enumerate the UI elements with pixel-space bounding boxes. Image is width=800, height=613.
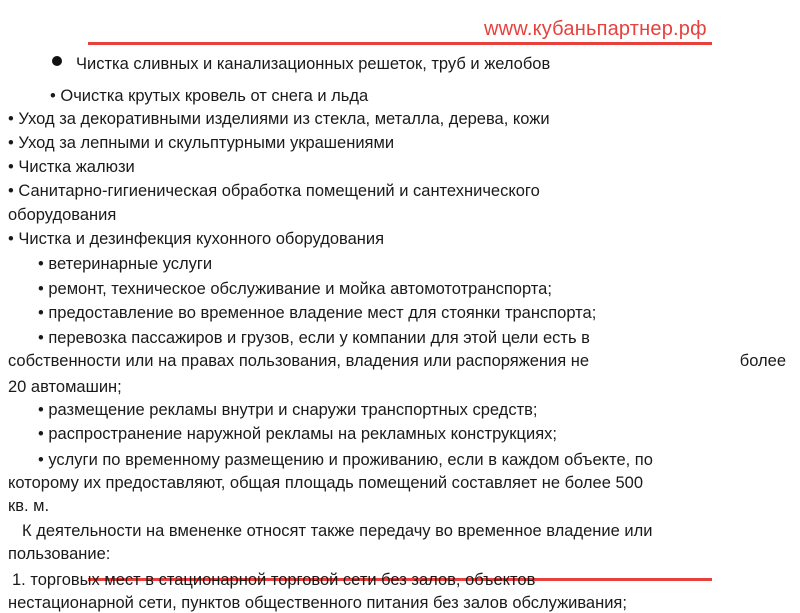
text-line: 1. торговых мест в стационарной торговой сети без залов, объектов	[12, 571, 536, 589]
text-line: • ветеринарные услуги	[38, 255, 213, 273]
text-line: • перевозка пассажиров и грузов, если у компании для этой цели есть в	[38, 329, 590, 347]
top-red-rule	[88, 42, 712, 45]
text-line: • Очистка крутых кровель от снега и льда	[50, 87, 369, 105]
text-line: • Чистка и дезинфекция кухонного оборудования	[8, 230, 385, 248]
text-line: более	[739, 352, 786, 370]
text-line: К деятельности на вмененке относят также передачу во временное владение или	[22, 522, 653, 540]
justified-line	[8, 351, 786, 371]
website-url[interactable]: www.кубаньпартнер.рф	[484, 18, 707, 40]
text-line: • распространение наружной рекламы на рекламных конструкциях;	[38, 425, 557, 443]
text-line: • услуги по временному размещению и проживанию, если в каждом объекте, по	[38, 451, 653, 469]
text-line: собственности или на правах пользования, владения или распоряжения не	[8, 352, 590, 370]
text-line: Чистка сливных и канализационных решеток, труб и желобов	[76, 55, 551, 73]
text-line: • ремонт, техническое обслуживание и мойка автомототранспорта;	[38, 280, 552, 298]
text-line: • Чистка жалюзи	[8, 158, 135, 176]
text-line: 20 автомашин;	[8, 378, 122, 396]
text-line: • Уход за лепными и скульптурными украшениями	[8, 134, 395, 152]
text-line: оборудования	[8, 206, 117, 224]
text-line: • Уход за декоративными изделиями из стекла, металла, дерева, кожи	[8, 110, 550, 128]
text-line: • предоставление во временное владение мест для стоянки транспорта;	[38, 304, 597, 322]
text-line: кв. м.	[8, 497, 50, 515]
text-line: пользование:	[8, 545, 111, 563]
text-line: нестационарной сети, пунктов общественного питания без залов обслуживания;	[8, 594, 627, 612]
text-line: • размещение рекламы внутри и снаружи транспортных средств;	[38, 401, 538, 419]
bullet-icon	[52, 56, 62, 66]
text-line: • Санитарно-гигиеническая обработка помещений и сантехнического	[8, 182, 540, 200]
text-line: которому их предоставляют, общая площадь помещений составляет не более 500	[8, 474, 643, 492]
